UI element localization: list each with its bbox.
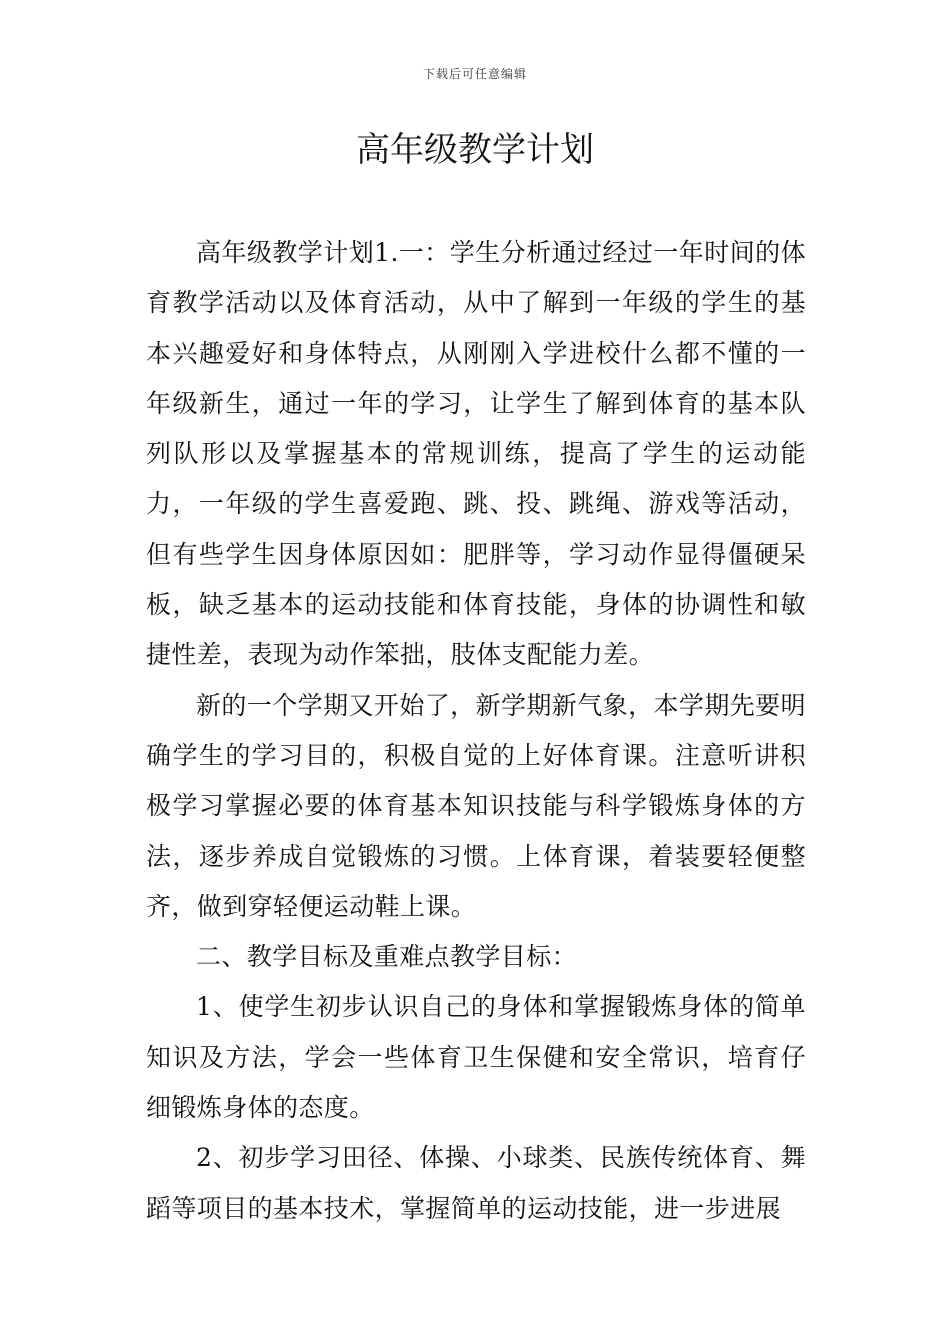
paragraph-goal-2: 2、初步学习田径、体操、小球类、民族传统体育、舞蹈等项目的基本技术，掌握简单的运动技能，进一步进展 [146, 1143, 806, 1223]
document-body [146, 228, 806, 1234]
document-title: 高年级教学计划 [356, 130, 594, 170]
paragraph-new-semester: 新的一个学期又开始了，新学期新气象，本学期先要明确学生的学习目的，积极自觉的上好体育课。注意听讲积极学习掌握必要的体育基本知识技能与科学锻炼身体的方法，逐步养成自觉锻炼的习惯。上体育课，着装要轻便整齐，做到穿轻便运动鞋上课。 [146, 690, 806, 921]
paragraph-goal-1: 1、使学生初步认识自己的身体和掌握锻炼身体的简单知识及方法，学会一些体育卫生保健和安全常识，培育仔细锻炼身体的态度。 [146, 992, 806, 1123]
header-note: 下载后可任意编辑 [422, 67, 527, 81]
paragraph-student-analysis: 高年级教学计划1.一：学生分析通过经过一年时间的体育教学活动以及体育活动，从中了解到一年级的学生的基本兴趣爱好和身体特点，从刚刚入学进校什么都不懂的一年级新生，通过一年的学习，让学生了解到体育的基本队列队形以及掌握基本的常规训练，提高了学生的运动能力，一年级的学生喜爱跑、跳、投、跳绳、游戏等活动，但有些学生因身体原因如：肥胖等，学习动作显得僵硬呆板，缺乏基本的运动技能和体育技能，身体的协调性和敏捷性差，表现为动作笨拙，肢体支配能力差。 [146, 238, 806, 670]
paragraph-section-heading: 二、教学目标及重难点教学目标： [196, 942, 578, 972]
